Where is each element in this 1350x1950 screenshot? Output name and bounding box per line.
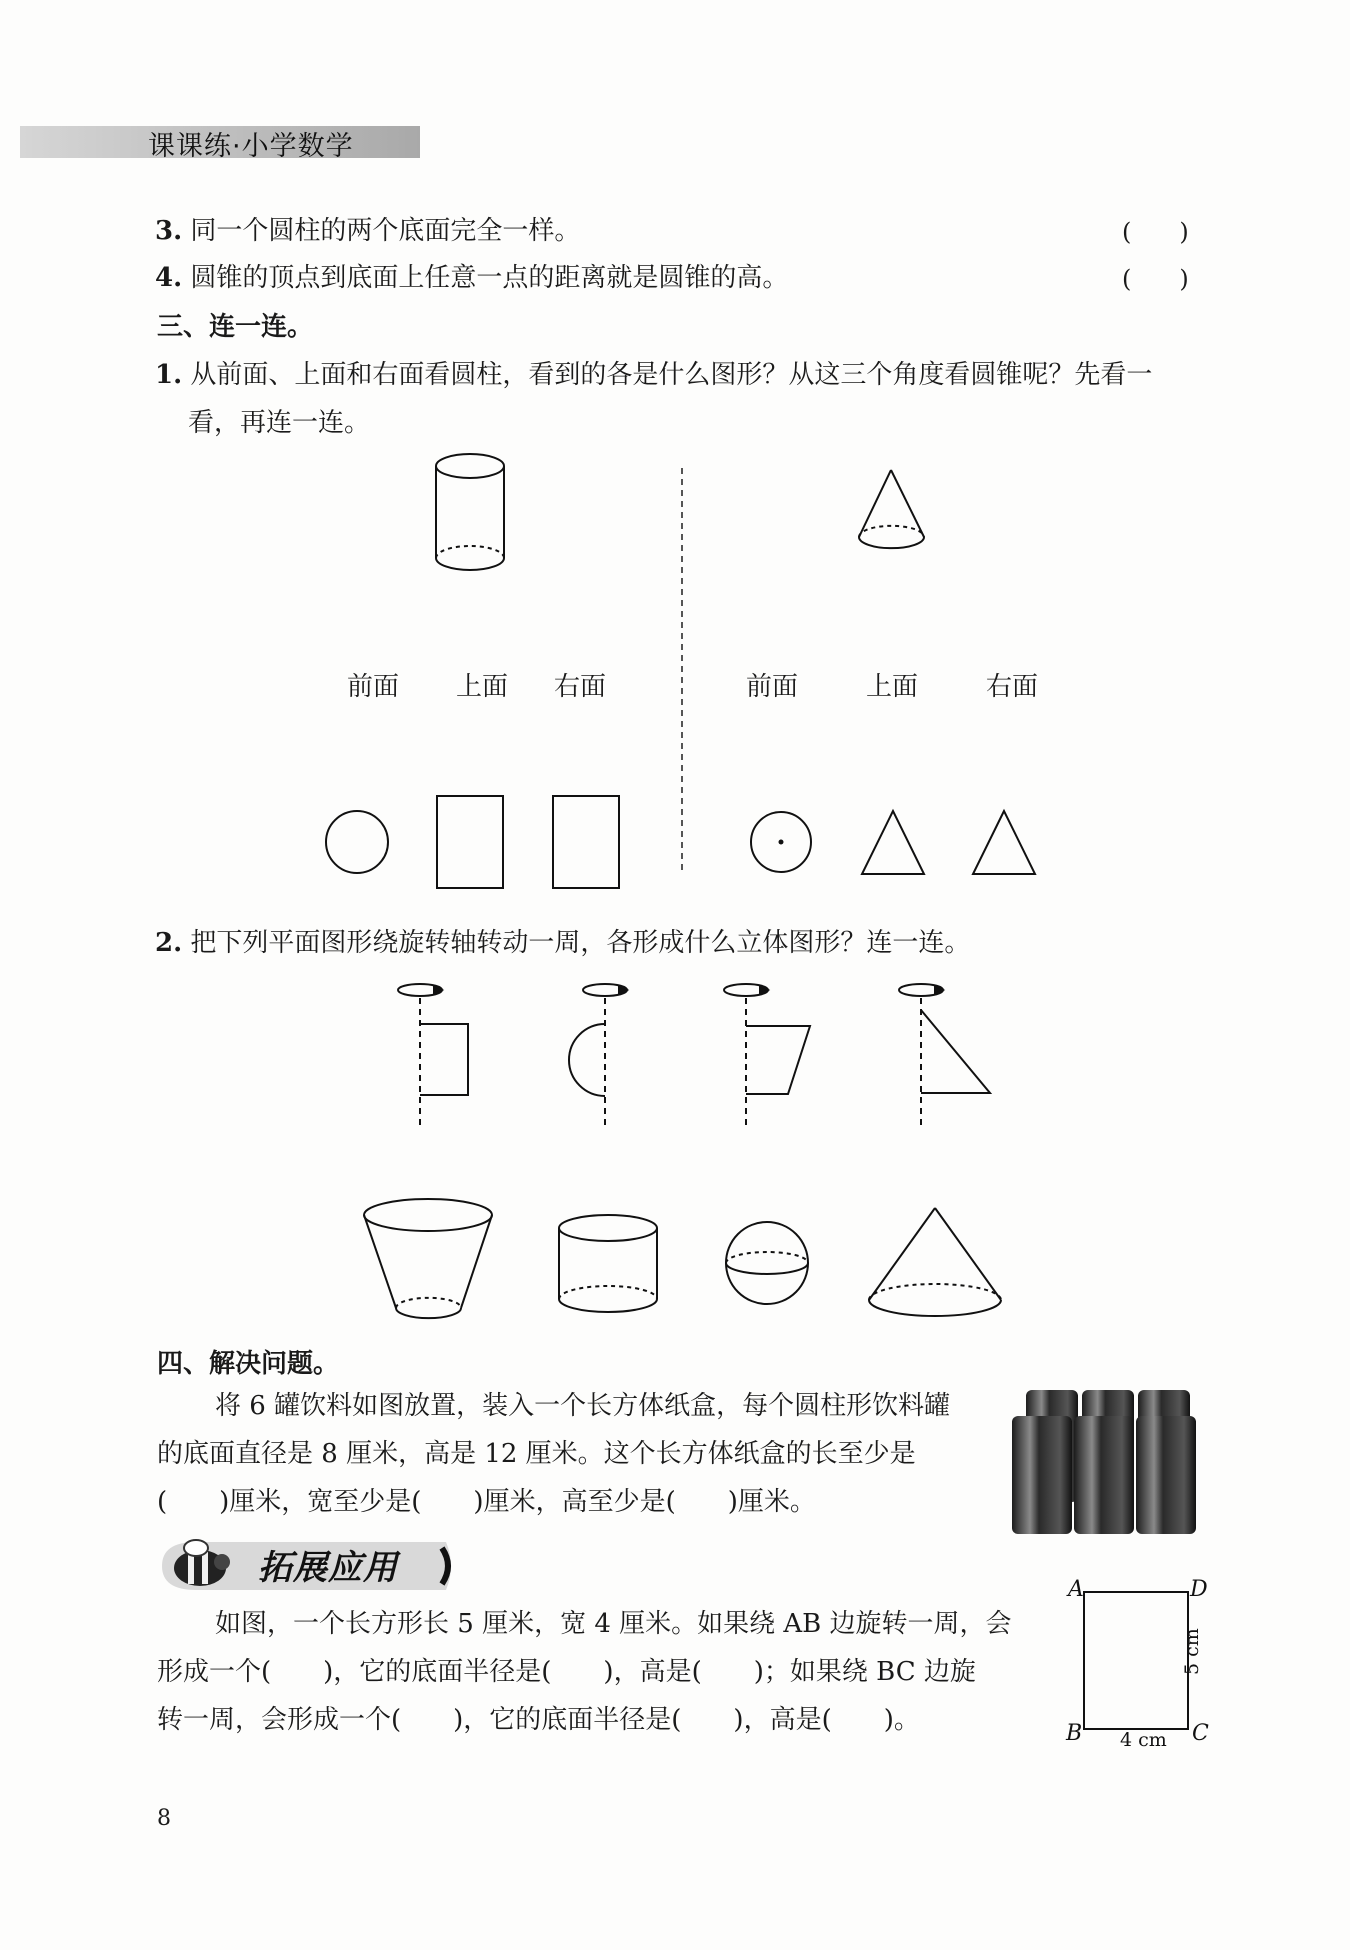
extend-line-2: 形成一个( )，它的底面半径是( )，高是( )；如果绕 BC 边旋 [157, 1657, 976, 1687]
circle-center-dot [779, 840, 784, 845]
connect-q1-line2: 看，再连一连。 [188, 408, 371, 438]
solve-line-2: 的底面直径是 8 厘米，高是 12 厘米。这个长方体纸盒的长至少是 [157, 1439, 916, 1469]
plane-rectangle [420, 1024, 468, 1095]
rectangle-shape-2 [553, 796, 619, 888]
judge-item-4-num: 4. [155, 263, 183, 293]
page-number: 8 [157, 1806, 171, 1831]
section-solve-title: 四、解决问题。 [157, 1349, 340, 1379]
connect-q1-text: 从前面、上面和右面看圆柱，看到的各是什么图形？从这三个角度看圆锥呢？先看一 [190, 360, 1153, 390]
cylinder-label-right: 右面 [554, 672, 607, 702]
cylinder-label-top: 上面 [456, 672, 509, 702]
cone-figure [859, 470, 924, 548]
solve-line-1: 将 6 罐饮料如图放置，装入一个长方体纸盒，每个圆柱形饮料罐 [215, 1391, 951, 1421]
connect-q1-figures [0, 0, 1350, 900]
rotation-arrow-icon [899, 984, 943, 996]
connect-q2-text: 把下列平面图形绕旋转轴转动一周，各形成什么立体图形？连一连。 [190, 928, 971, 958]
cylinder-solid-figure [559, 1215, 657, 1312]
connect-q2 [155, 922, 970, 959]
plane-trapezoid [746, 1026, 810, 1094]
judge-item-3-blank[interactable]: ( ) [1122, 218, 1189, 246]
cylinder-label-front: 前面 [347, 672, 400, 702]
rotation-arrow-icon [583, 984, 627, 996]
sphere-figure [726, 1222, 808, 1304]
rectangle-abcd-figure [1052, 1570, 1212, 1750]
judge-item-3-text: 同一个圆柱的两个底面完全一样。 [190, 216, 581, 246]
vertex-a: A [1068, 1577, 1084, 1602]
vertex-c: C [1192, 1721, 1209, 1746]
extend-line-1: 如图，一个长方形长 5 厘米，宽 4 厘米。如果绕 AB 边旋转一周，会 [215, 1609, 1012, 1639]
cone-label-right: 右面 [986, 672, 1039, 702]
rotation-arrow-icon [724, 984, 768, 996]
extend-line-3: 转一周，会形成一个( )，它的底面半径是( )，高是( )。 [157, 1705, 920, 1735]
connect-q2-figures [0, 960, 1350, 1320]
triangle-shape-2 [973, 811, 1035, 874]
section-connect-title: 三、连一连。 [157, 312, 314, 342]
rectangle-shape-1 [437, 796, 503, 888]
height-label: 5 cm [1181, 1628, 1203, 1675]
cone-label-front: 前面 [746, 672, 799, 702]
connect-q1-num: 1. [155, 360, 183, 390]
vertex-d: D [1190, 1577, 1208, 1602]
connect-q2-num: 2. [155, 928, 183, 958]
header-title: 课课练·小学数学 [148, 131, 354, 162]
triangle-shape-1 [862, 811, 924, 874]
cone-label-top: 上面 [866, 672, 919, 702]
rectangle-abcd [1084, 1592, 1188, 1729]
frustum-figure [364, 1199, 492, 1318]
soda-cans-image [1012, 1386, 1212, 1536]
cone-solid-figure [869, 1208, 1001, 1316]
cylinder-figure [436, 454, 504, 570]
rotation-arrow-icon [398, 984, 442, 996]
circle-shape [326, 811, 388, 873]
width-label: 4 cm [1120, 1729, 1167, 1750]
plane-triangle [921, 1010, 990, 1093]
vertex-b: B [1066, 1721, 1083, 1746]
extension-title: 拓展应用 [258, 1548, 398, 1588]
judge-item-4-blank[interactable]: ( ) [1122, 265, 1189, 293]
judge-item-4-text: 圆锥的顶点到底面上任意一点的距离就是圆锥的高。 [190, 263, 789, 293]
judge-item-3-num: 3. [155, 216, 183, 246]
plane-semicircle [569, 1024, 605, 1096]
solve-line-3: ( )厘米，宽至少是( )厘米，高至少是( )厘米。 [157, 1487, 816, 1517]
